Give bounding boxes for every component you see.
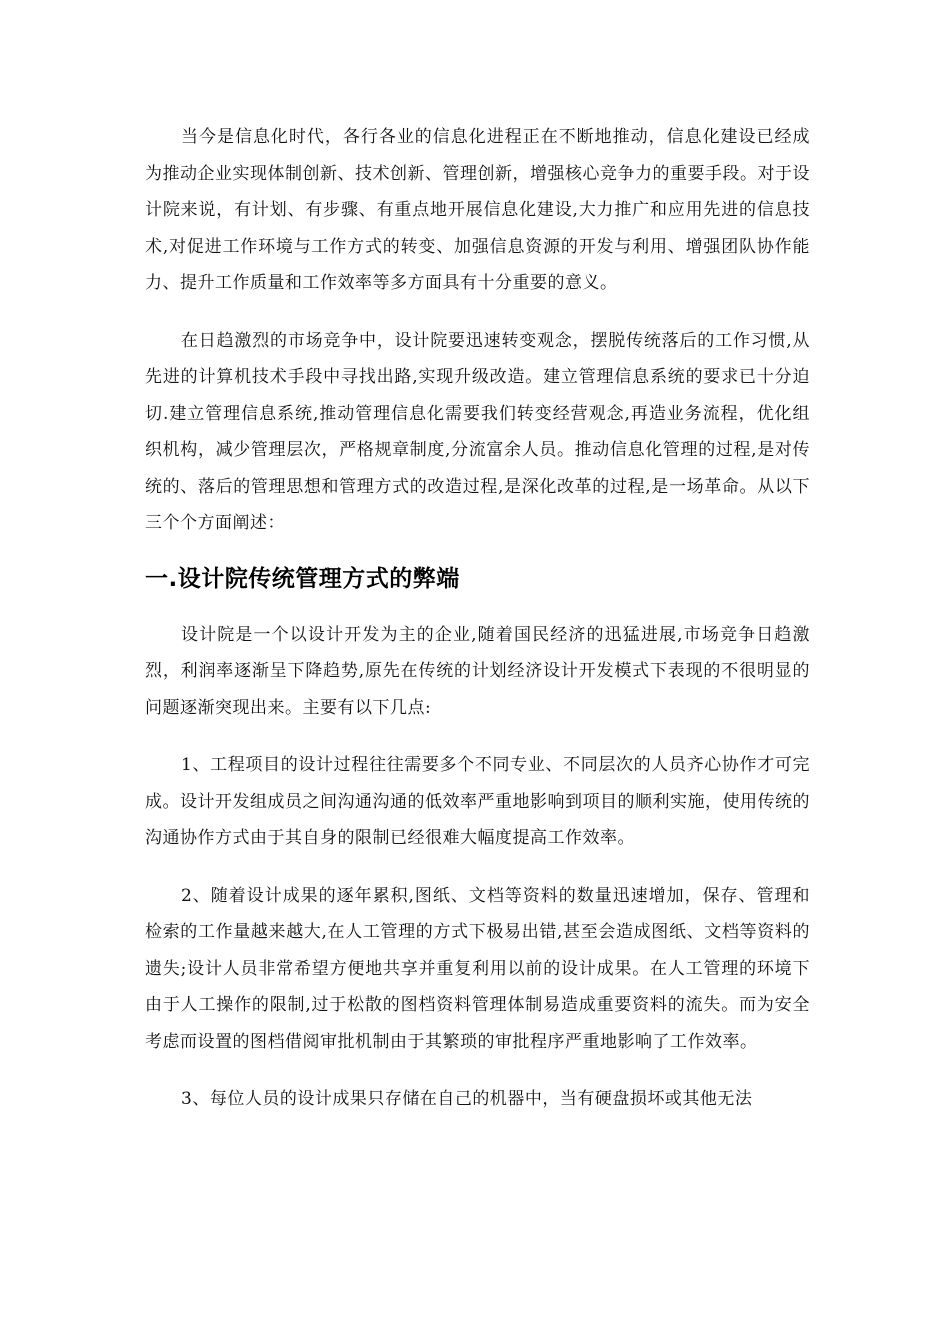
section-paragraph-1: 设计院是一个以设计开发为主的企业,随着国民经济的迅猛进展,市场竞争日趋激烈，利润率逐渐呈下降趋势,原先在传统的计划经济设计开发模式下表现的不很明显的问题逐渐突现出来。主要有以下几点:: [145, 624, 810, 718]
intro-paragraph-2: 在日趋激烈的市场竞争中，设计院要迅速转变观念，摆脱传统落后的工作习惯,从先进的计算机技术手段中寻找出路,实现升级改造。建立管理信息系统的要求已十分迫切.建立管理信息系统,推动管理信息化需要我们转变经营观念,再造业务流程，优化组织机构，减少管理层次，严格规章制度,分流富余人员。推动信息化管理的过程,是对传统的、落后的管理思想和管理方式的改造过程,是深化改革的过程,是一场革命。从以下三个个方面阐述：: [145, 330, 810, 533]
intro-paragraph-1: 当今是信息化时代，各行各业的信息化进程正在不断地推动，信息化建设已经成为推动企业实现体制创新、技术创新、管理创新，增强核心竞争力的重要手段。对于设计院来说，有计划、有步骤、有重点地开展信息化建设,大力推广和应用先进的信息技术,对促进工作环境与工作方式的转变、加强信息资源的开发与利用、增强团队协作能力、提升工作质量和工作效率等多方面具有十分重要的意义。: [145, 127, 810, 293]
section-heading: 一.设计院传统管理方式的弊端: [145, 565, 460, 592]
section-paragraph-point-2: 2、随着设计成果的逐年累积,图纸、文档等资料的数量迅速增加，保存、管理和检索的工作量越来越大,在人工管理的方式下极易出错,甚至会造成图纸、文档等资料的遗失;设计人员非常希望方便地共享并重复利用以前的设计成果。在人工管理的环境下由于人工操作的限制,过于松散的图档资料管理体制易造成重要资料的流失。而为安全考虑而设置的图档借阅审批机制由于其繁琐的审批程序严重地影响了工作效率。: [145, 885, 810, 1052]
section-paragraph-point-1: 1、工程项目的设计过程往往需要多个不同专业、不同层次的人员齐心协作才可完成。设计开发组成员之间沟通沟通的低效率严重地影响到项目的顺利实施，使用传统的沟通协作方式由于其自身的限制已经很难大幅度提高工作效率。: [145, 755, 810, 848]
document-body: [145, 119, 810, 1139]
section-paragraph-point-3: 3、每位人员的设计成果只存储在自己的机器中，当有硬盘损坏或其他无法: [181, 1089, 753, 1109]
